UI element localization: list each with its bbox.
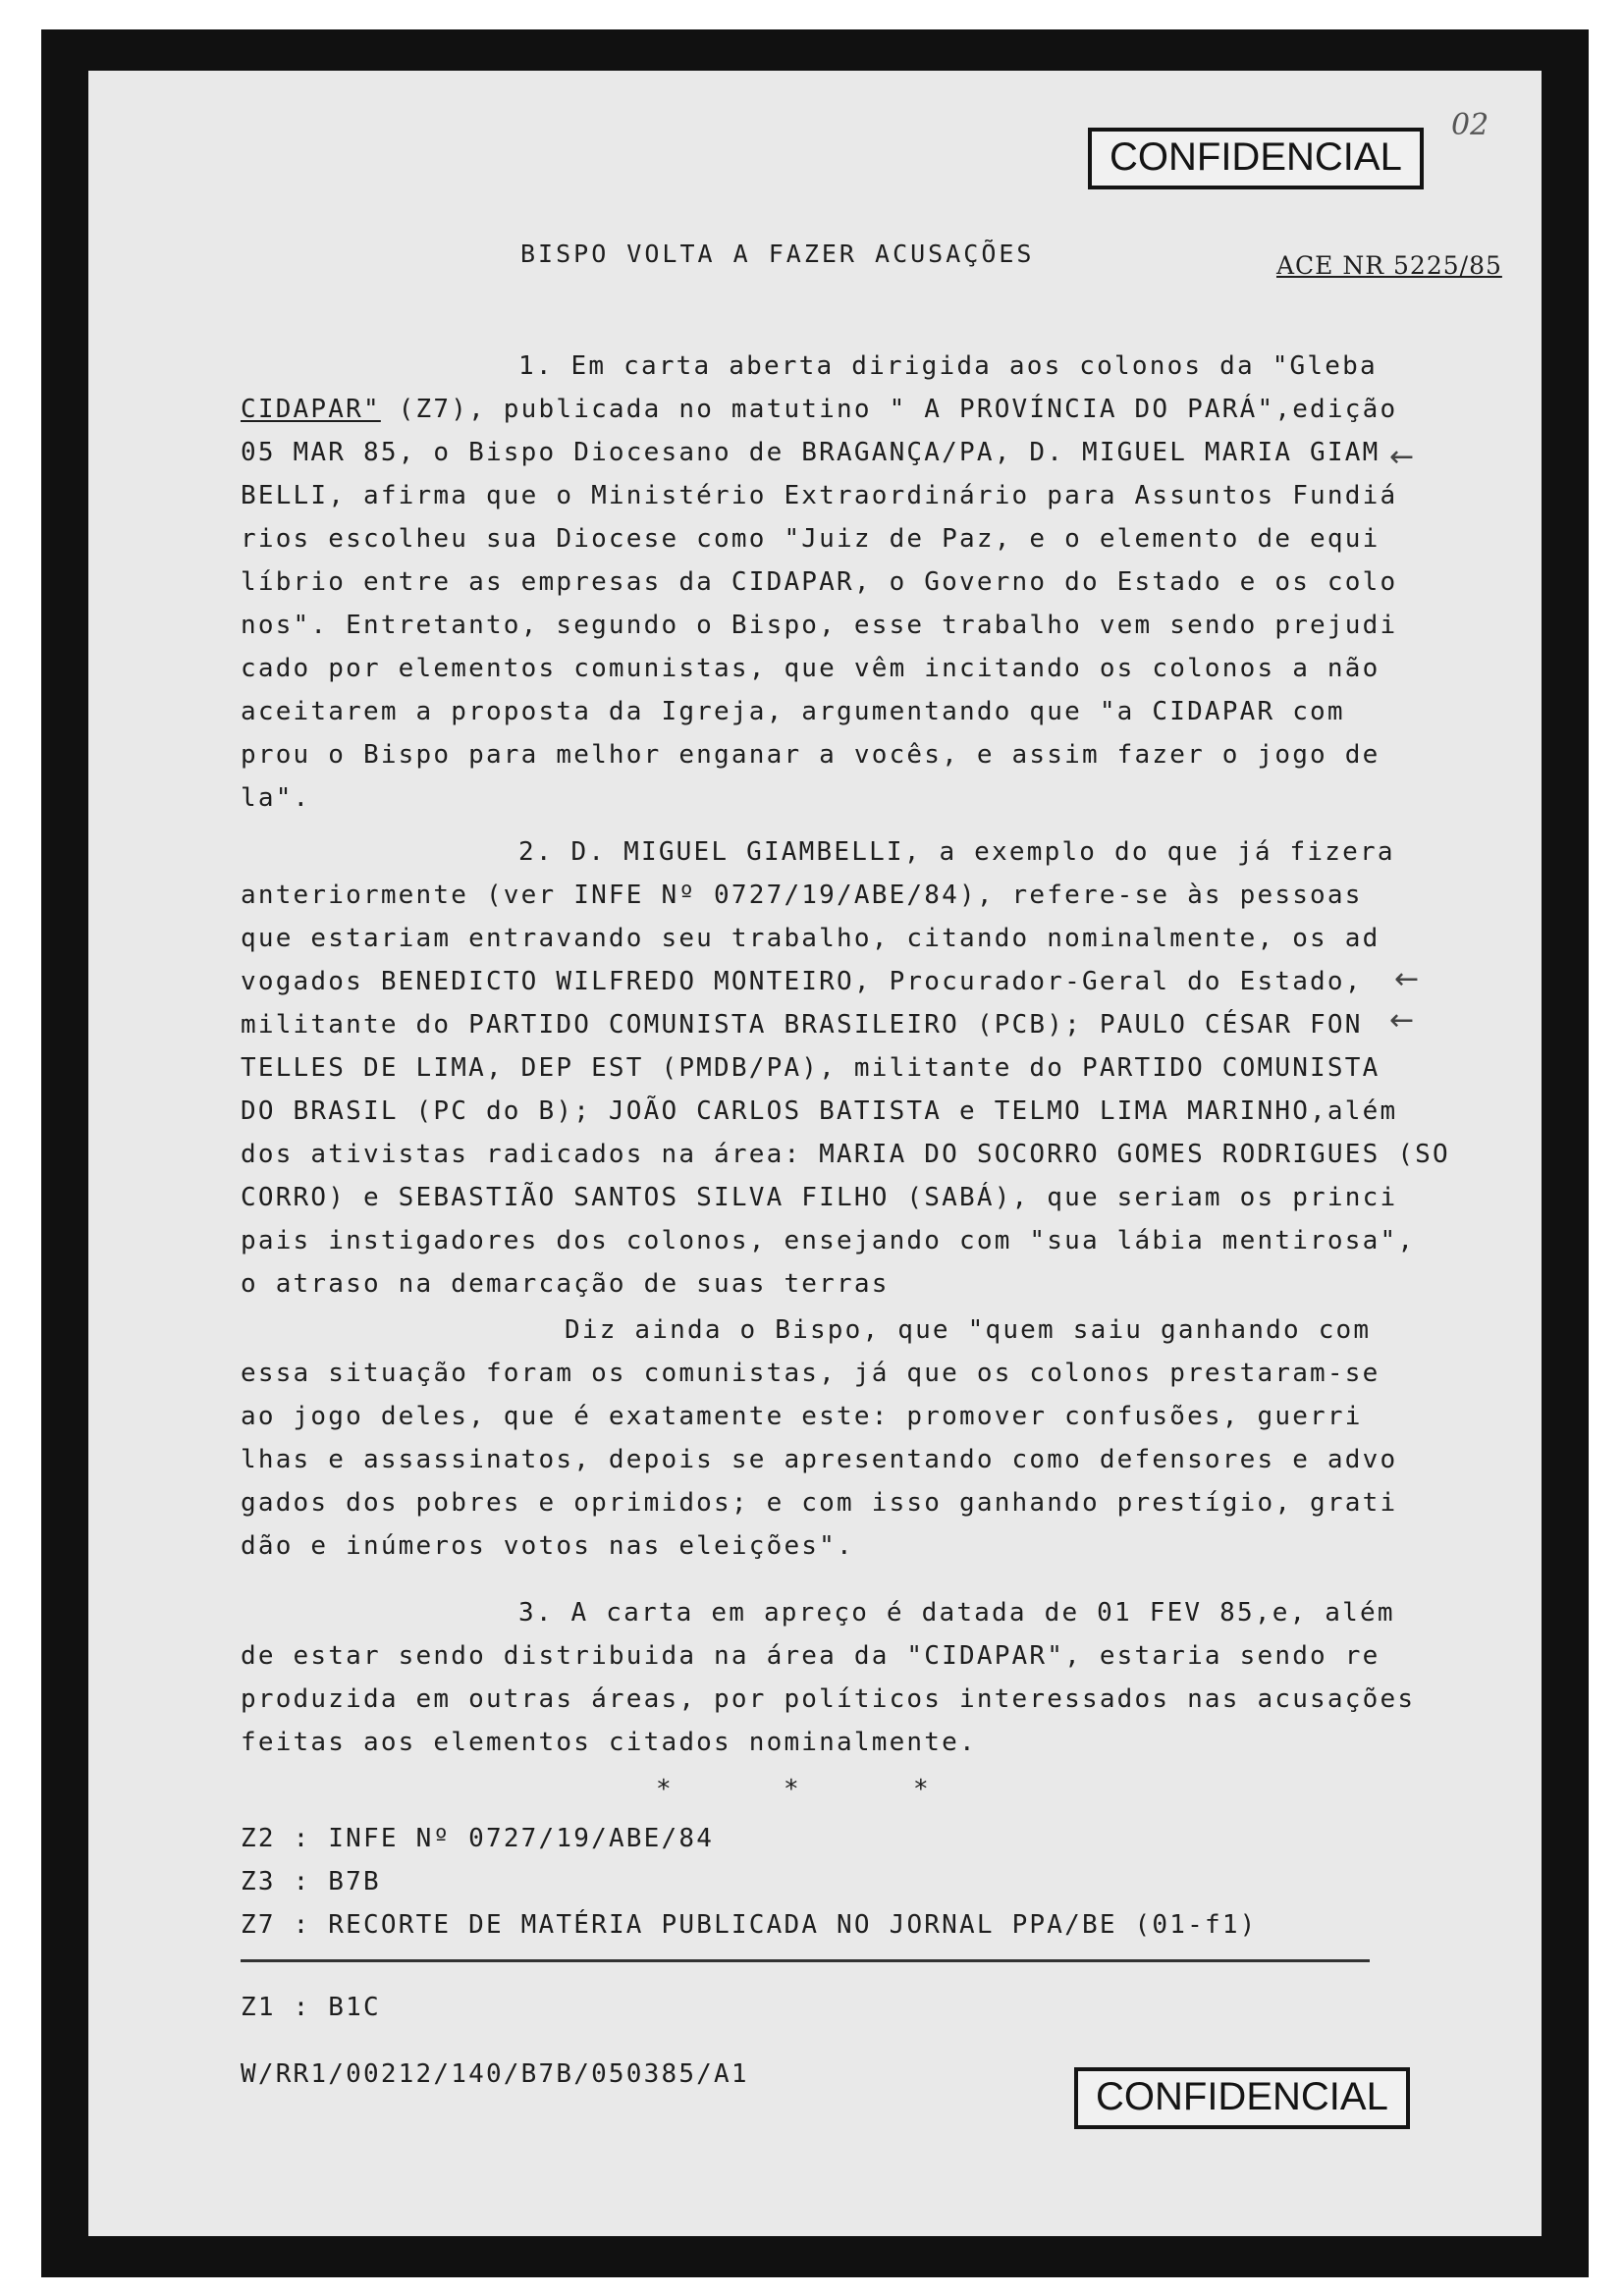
paragraph-line: 1. Em carta aberta dirigida aos colonos da "Gleba [518, 351, 1378, 381]
paragraph-1 [241, 351, 1398, 823]
paragraph-line: 2. D. MIGUEL GIAMBELLI, a exemplo do que já fizera [518, 837, 1395, 867]
paragraph-line: DO BRASIL (PC do B); JOÃO CARLOS BATISTA e TELMO LIMA MARINHO,além [241, 1096, 1398, 1126]
reference-separator: : [293, 1867, 311, 1896]
paragraph-line: dos ativistas radicados na área: MARIA DO SOCORRO GOMES RODRIGUES (SO [241, 1140, 1450, 1169]
paragraph-line: de estar sendo distribuida na área da "CIDAPAR", estaria sendo re [241, 1641, 1380, 1671]
paragraph-line: aceitarem a proposta da Igreja, argumentando que "a CIDAPAR com [241, 697, 1345, 726]
margin-arrow-icon: ← [1394, 962, 1420, 996]
distribution-row [241, 1993, 381, 2022]
separator-star: * [656, 1775, 672, 1804]
paragraph-line: cado por elementos comunistas, que vêm incitando os colonos a não [241, 654, 1380, 683]
ace-number [1276, 251, 1502, 280]
distribution-text: B1C [328, 1993, 381, 2022]
paragraph-line: Diz ainda o Bispo, que "quem saiu ganhando com [565, 1315, 1372, 1345]
reference-code: Z7 [241, 1910, 276, 1940]
document-title: BISPO VOLTA A FAZER ACUSAÇÕES [520, 240, 1035, 268]
paragraph-line: la". [241, 783, 311, 813]
paragraph-2-continuation [241, 1315, 1398, 1580]
paragraph-2 [241, 837, 1450, 1308]
paragraph-line: BELLI, afirma que o Ministério Extraordinário para Assuntos Fundiá [241, 481, 1398, 510]
paragraph-line: militante do PARTIDO COMUNISTA BRASILEIRO (PCB); PAULO CÉSAR FON [241, 1010, 1363, 1040]
paragraph-line: ao jogo deles, que é exatamente este: promover confusões, guerri [241, 1402, 1363, 1431]
paragraph-line: pais instigadores dos colonos, ensejando com "sua lábia mentirosa", [241, 1226, 1416, 1255]
paragraph-line: 05 MAR 85, o Bispo Diocesano de BRAGANÇA/PA, D. MIGUEL MARIA GIAM [241, 438, 1380, 467]
paragraph-line: que estariam entravando seu trabalho, citando nominalmente, os ad [241, 924, 1380, 953]
paragraph-line: produzida em outras áreas, por políticos interessados nas acusações [241, 1684, 1416, 1714]
distribution-separator: : [293, 1993, 311, 2022]
control-number: W/RR1/00212/140/B7B/050385/A1 [241, 2059, 749, 2089]
reference-separator: : [293, 1824, 311, 1853]
page-number-handwritten: 02 [1451, 108, 1489, 142]
paragraph-line: feitas aos elementos citados nominalmente. [241, 1728, 977, 1757]
reference-text: B7B [328, 1867, 381, 1896]
confidential-stamp-top-text: CONFIDENCIAL [1110, 135, 1402, 179]
confidential-stamp-top [1088, 128, 1424, 189]
paragraph-line: essa situação foram os comunistas, já que os colonos prestaram-se [241, 1359, 1380, 1388]
margin-arrow-icon: ← [1389, 1003, 1415, 1038]
reference-row [241, 1824, 714, 1853]
separator-star: * [913, 1775, 929, 1804]
reference-code: Z2 [241, 1824, 276, 1853]
paragraph-3 [241, 1598, 1416, 1775]
paragraph-line: líbrio entre as empresas da CIDAPAR, o Governo do Estado e os colo [241, 567, 1398, 597]
confidential-stamp-bottom [1074, 2067, 1410, 2129]
distribution-code: Z1 [241, 1993, 276, 2022]
paragraph-line: gados dos pobres e oprimidos; e com isso ganhando prestígio, grati [241, 1488, 1398, 1518]
paragraph-line: rios escolheu sua Diocese como "Juiz de Paz, e o elemento de equi [241, 524, 1380, 554]
reference-row [241, 1910, 1258, 1940]
paragraph-line: CORRO) e SEBASTIÃO SANTOS SILVA FILHO (SABÁ), que seriam os princi [241, 1183, 1398, 1212]
paragraph-line: nos". Entretanto, segundo o Bispo, esse trabalho vem sendo prejudi [241, 611, 1398, 640]
separator-star: * [784, 1775, 799, 1804]
reference-separator: : [293, 1910, 311, 1940]
paragraph-line: lhas e assassinatos, depois se apresentando como defensores e advo [241, 1445, 1398, 1474]
horizontal-rule [241, 1959, 1370, 1962]
confidential-stamp-bottom-text: CONFIDENCIAL [1096, 2075, 1388, 2118]
paragraph-line: anteriormente (ver INFE Nº 0727/19/ABE/84), refere-se às pessoas [241, 881, 1363, 910]
reference-text: INFE Nº 0727/19/ABE/84 [328, 1824, 715, 1853]
margin-arrow-icon: ← [1389, 440, 1415, 474]
paragraph-line: prou o Bispo para melhor enganar a vocês, e assim fazer o jogo de [241, 740, 1380, 770]
reference-row [241, 1867, 381, 1896]
paragraph-line: CIDAPAR" (Z7), publicada no matutino " A PROVÍNCIA DO PARÁ",edição [241, 395, 1398, 424]
paragraph-line: 3. A carta em apreço é datada de 01 FEV 85,e, além [518, 1598, 1395, 1628]
reference-text: RECORTE DE MATÉRIA PUBLICADA NO JORNAL PPA/BE (01-f1) [328, 1910, 1258, 1940]
paragraph-line: o atraso na demarcação de suas terras [241, 1269, 890, 1299]
paragraph-line: TELLES DE LIMA, DEP EST (PMDB/PA), militante do PARTIDO COMUNISTA [241, 1053, 1380, 1083]
paragraph-line: dão e inúmeros votos nas eleições". [241, 1531, 854, 1561]
reference-code: Z3 [241, 1867, 276, 1896]
paragraph-line: vogados BENEDICTO WILFREDO MONTEIRO, Procurador-Geral do Estado, [241, 967, 1363, 996]
ace-number-text: ACE NR 5225/85 [1276, 251, 1502, 280]
org-cidapar: CIDAPAR" [241, 395, 381, 424]
